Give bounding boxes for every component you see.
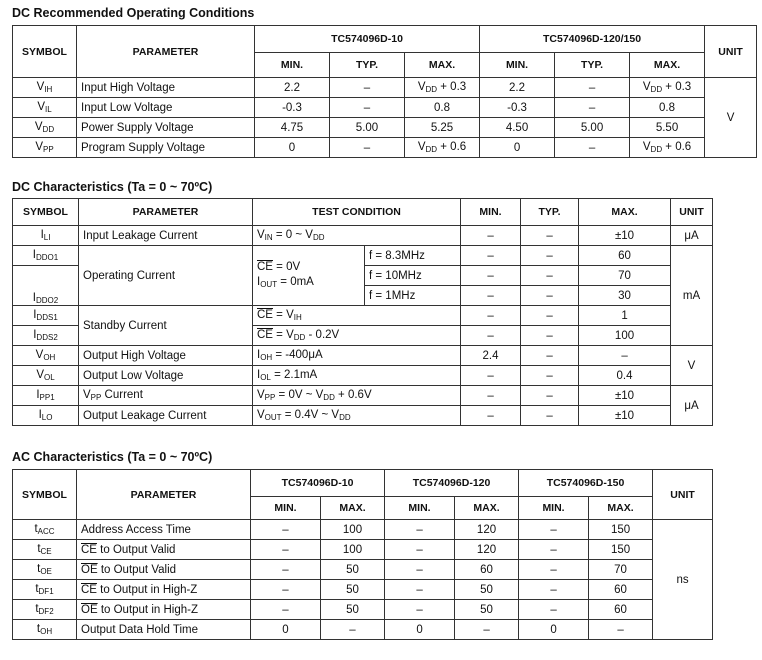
symbol-cell: $V_{IL}$ — [13, 98, 77, 118]
header-parameter: PARAMETER — [79, 199, 253, 226]
dc-recommended-title: DC Recommended Operating Conditions — [12, 6, 255, 20]
value-cell: 50 — [321, 580, 385, 600]
symbol-cell: $V_{PP}$ — [13, 138, 77, 158]
table-row — [13, 580, 713, 600]
value-cell: 50 — [321, 560, 385, 580]
header-max: MAX. — [405, 53, 480, 78]
value-cell: – — [521, 326, 579, 346]
value-cell: – — [521, 266, 579, 286]
table-row — [13, 118, 757, 138]
condition-cell: $I_{OL} = 2.1mA$ — [253, 366, 461, 386]
header-group-10: TC574096D-10 — [255, 26, 480, 53]
value-cell: – — [521, 346, 579, 366]
header-max: MAX. — [455, 497, 519, 520]
condition-cell: $I_{OH} = -400\mu A$ — [253, 346, 461, 366]
header-group-120: TC574096D-120 — [385, 470, 519, 497]
value-cell: – — [461, 306, 521, 326]
value-cell: – — [461, 246, 521, 266]
parameter-cell: Standby Current — [79, 306, 253, 346]
parameter-cell: $V_{PP}$ Current — [79, 386, 253, 406]
table-row — [13, 138, 757, 158]
table-row — [13, 226, 713, 246]
header-typ: TYP. — [555, 53, 630, 78]
parameter-cell: Output Leakage Current — [79, 406, 253, 426]
parameter-cell: Output Low Voltage — [79, 366, 253, 386]
header-parameter: PARAMETER — [77, 26, 255, 78]
value-cell: 70 — [579, 266, 671, 286]
value-cell: – — [521, 366, 579, 386]
value-cell: $V_{DD} + 0.3$ — [630, 78, 705, 98]
condition-cell: $\overline{CE} = V_{DD} - 0.2V$ — [253, 326, 461, 346]
value-cell: – — [385, 580, 455, 600]
value-cell: – — [461, 386, 521, 406]
ac-characteristics-table — [12, 469, 713, 640]
value-cell: $V_{DD} + 0.6$ — [405, 138, 480, 158]
value-cell: – — [461, 326, 521, 346]
parameter-cell: Input Low Voltage — [77, 98, 255, 118]
value-cell: – — [519, 540, 589, 560]
value-cell: – — [251, 520, 321, 540]
value-cell: – — [330, 98, 405, 118]
value-cell: 4.50 — [480, 118, 555, 138]
value-cell: – — [385, 600, 455, 620]
table-row — [13, 386, 713, 406]
value-cell: 2.2 — [480, 78, 555, 98]
parameter-cell: $\overline{OE}$ to Output Valid — [77, 560, 251, 580]
symbol-cell: $V_{IH}$ — [13, 78, 77, 98]
value-cell: 0.8 — [405, 98, 480, 118]
value-cell: 150 — [589, 540, 653, 560]
symbol-cell: $V_{OH}$ — [13, 346, 79, 366]
condition-cell: $V_{OUT} = 0.4V$ ~ $V_{DD}$ — [253, 406, 461, 426]
value-cell: 2.4 — [461, 346, 521, 366]
symbol-cell: $I_{LO}$ — [13, 406, 79, 426]
header-typ: TYP. — [330, 53, 405, 78]
header-max: MAX. — [630, 53, 705, 78]
unit-cell: mA — [671, 246, 713, 346]
header-typ: TYP. — [521, 199, 579, 226]
header-unit: UNIT — [705, 26, 757, 78]
value-cell: 60 — [589, 600, 653, 620]
unit-cell: V — [705, 78, 757, 158]
value-cell: 0 — [480, 138, 555, 158]
frequency-cell: f = 1MHz — [365, 286, 461, 306]
value-cell: 100 — [321, 520, 385, 540]
value-cell: 5.00 — [330, 118, 405, 138]
symbol-cell: $t_{ACC}$ — [13, 520, 77, 540]
value-cell: 0.4 — [579, 366, 671, 386]
symbol-cell: $t_{DF1}$ — [13, 580, 77, 600]
value-cell: 2.2 — [255, 78, 330, 98]
value-cell: 5.00 — [555, 118, 630, 138]
value-cell: – — [251, 600, 321, 620]
value-cell: – — [521, 286, 579, 306]
header-min: MIN. — [255, 53, 330, 78]
table-row — [13, 246, 713, 266]
parameter-cell: Output High Voltage — [79, 346, 253, 366]
value-cell: – — [330, 78, 405, 98]
value-cell: – — [519, 580, 589, 600]
unit-cell: μA — [671, 386, 713, 426]
value-cell: ±10 — [579, 386, 671, 406]
parameter-cell: $\overline{OE}$ to Output in High-Z — [77, 600, 251, 620]
symbol-cell: $t_{OH}$ — [13, 620, 77, 640]
value-cell: – — [461, 406, 521, 426]
value-cell: – — [461, 286, 521, 306]
symbol-cell: $t_{CE}$ — [13, 540, 77, 560]
table-row — [13, 406, 713, 426]
value-cell: 150 — [589, 520, 653, 540]
value-cell: – — [321, 620, 385, 640]
value-cell: – — [521, 406, 579, 426]
value-cell: 60 — [589, 580, 653, 600]
symbol-cell: $I_{PP1}$ — [13, 386, 79, 406]
header-min: MIN. — [461, 199, 521, 226]
value-cell: – — [251, 560, 321, 580]
condition-cell: $V_{PP} = 0V$ ~ $V_{DD} + 0.6V$ — [253, 386, 461, 406]
header-symbol: SYMBOL — [13, 26, 77, 78]
value-cell: 0 — [255, 138, 330, 158]
symbol-cell: $I_{DDO1}$ — [13, 246, 79, 266]
parameter-cell: $\overline{CE}$ to Output Valid — [77, 540, 251, 560]
parameter-cell: Output Data Hold Time — [77, 620, 251, 640]
header-unit: UNIT — [653, 470, 713, 520]
table-row — [13, 98, 757, 118]
header-min: MIN. — [251, 497, 321, 520]
value-cell: – — [555, 138, 630, 158]
value-cell: 5.25 — [405, 118, 480, 138]
value-cell: 70 — [589, 560, 653, 580]
symbol-cell: $I_{DDS1}$ — [13, 306, 79, 326]
value-cell: – — [385, 560, 455, 580]
parameter-cell: Input High Voltage — [77, 78, 255, 98]
value-cell: – — [519, 600, 589, 620]
value-cell: – — [555, 78, 630, 98]
value-cell: -0.3 — [480, 98, 555, 118]
value-cell: – — [251, 580, 321, 600]
ac-characteristics-title: AC Characteristics (Ta = 0 ~ 70ºC) — [12, 450, 213, 464]
value-cell: – — [521, 306, 579, 326]
value-cell: 60 — [455, 560, 519, 580]
symbol-cell: $I_{LI}$ — [13, 226, 79, 246]
value-cell: 120 — [455, 520, 519, 540]
value-cell: 1 — [579, 306, 671, 326]
value-cell: $V_{DD} + 0.6$ — [630, 138, 705, 158]
header-min: MIN. — [385, 497, 455, 520]
value-cell: -0.3 — [255, 98, 330, 118]
parameter-cell: Address Access Time — [77, 520, 251, 540]
unit-cell: μA — [671, 226, 713, 246]
value-cell: – — [251, 540, 321, 560]
table-row — [13, 520, 713, 540]
header-symbol: SYMBOL — [13, 199, 79, 226]
table-row — [13, 366, 713, 386]
table-row — [13, 560, 713, 580]
value-cell: – — [589, 620, 653, 640]
table-row — [13, 600, 713, 620]
header-group-120-150: TC574096D-120/150 — [480, 26, 705, 53]
value-cell: 100 — [579, 326, 671, 346]
value-cell: 0 — [519, 620, 589, 640]
value-cell: 100 — [321, 540, 385, 560]
header-group-150: TC574096D-150 — [519, 470, 653, 497]
header-max: MAX. — [589, 497, 653, 520]
frequency-cell: f = 10MHz — [365, 266, 461, 286]
value-cell: – — [555, 98, 630, 118]
value-cell: 120 — [455, 540, 519, 560]
value-cell: – — [330, 138, 405, 158]
symbol-cell: $V_{DD}$ — [13, 118, 77, 138]
symbol-cell: $I_{DDO2}$ — [13, 266, 79, 306]
value-cell: – — [385, 540, 455, 560]
unit-cell: V — [671, 346, 713, 386]
parameter-cell: Program Supply Voltage — [77, 138, 255, 158]
unit-cell: ns — [653, 520, 713, 640]
table-row — [13, 540, 713, 560]
value-cell: – — [461, 226, 521, 246]
table-row — [13, 78, 757, 98]
header-test-condition: TEST CONDITION — [253, 199, 461, 226]
header-parameter: PARAMETER — [77, 470, 251, 520]
value-cell: – — [521, 386, 579, 406]
value-cell: 0.8 — [630, 98, 705, 118]
header-min: MIN. — [480, 53, 555, 78]
header-min: MIN. — [519, 497, 589, 520]
dc-characteristics-title: DC Characteristics (Ta = 0 ~ 70ºC) — [12, 180, 213, 194]
value-cell: – — [519, 520, 589, 540]
header-max: MAX. — [579, 199, 671, 226]
parameter-cell: Operating Current — [79, 246, 253, 306]
value-cell: – — [579, 346, 671, 366]
value-cell: 5.50 — [630, 118, 705, 138]
header-unit: UNIT — [671, 199, 713, 226]
value-cell: – — [521, 246, 579, 266]
parameter-cell: $\overline{CE}$ to Output in High-Z — [77, 580, 251, 600]
value-cell: – — [521, 226, 579, 246]
value-cell: 0 — [251, 620, 321, 640]
value-cell: – — [461, 266, 521, 286]
value-cell: – — [455, 620, 519, 640]
value-cell: ±10 — [579, 226, 671, 246]
parameter-cell: Input Leakage Current — [79, 226, 253, 246]
symbol-cell: $t_{DF2}$ — [13, 600, 77, 620]
dc-characteristics-table — [12, 198, 713, 426]
value-cell: 4.75 — [255, 118, 330, 138]
value-cell: 50 — [455, 580, 519, 600]
value-cell: – — [385, 520, 455, 540]
header-symbol: SYMBOL — [13, 470, 77, 520]
header-group-10: TC574096D-10 — [251, 470, 385, 497]
header-max: MAX. — [321, 497, 385, 520]
table-row — [13, 306, 713, 326]
condition-cell: $\overline{CE} = V_{IH}$ — [253, 306, 461, 326]
symbol-cell: $V_{OL}$ — [13, 366, 79, 386]
value-cell: – — [461, 366, 521, 386]
value-cell: – — [519, 560, 589, 580]
value-cell: 0 — [385, 620, 455, 640]
table-row — [13, 346, 713, 366]
condition-cell: $V_{IN} = 0$ ~ $V_{DD}$ — [253, 226, 461, 246]
parameter-cell: Power Supply Voltage — [77, 118, 255, 138]
symbol-cell: $I_{DDS2}$ — [13, 326, 79, 346]
value-cell: 60 — [579, 246, 671, 266]
value-cell: 50 — [321, 600, 385, 620]
dc-recommended-table — [12, 25, 757, 158]
value-cell: $V_{DD} + 0.3$ — [405, 78, 480, 98]
symbol-cell: $t_{OE}$ — [13, 560, 77, 580]
value-cell: 30 — [579, 286, 671, 306]
value-cell: 50 — [455, 600, 519, 620]
frequency-cell: f = 8.3MHz — [365, 246, 461, 266]
condition-cell: $\overline{CE} = 0V$ $I_{OUT} = 0mA$ — [253, 246, 365, 306]
value-cell: ±10 — [579, 406, 671, 426]
table-row — [13, 620, 713, 640]
